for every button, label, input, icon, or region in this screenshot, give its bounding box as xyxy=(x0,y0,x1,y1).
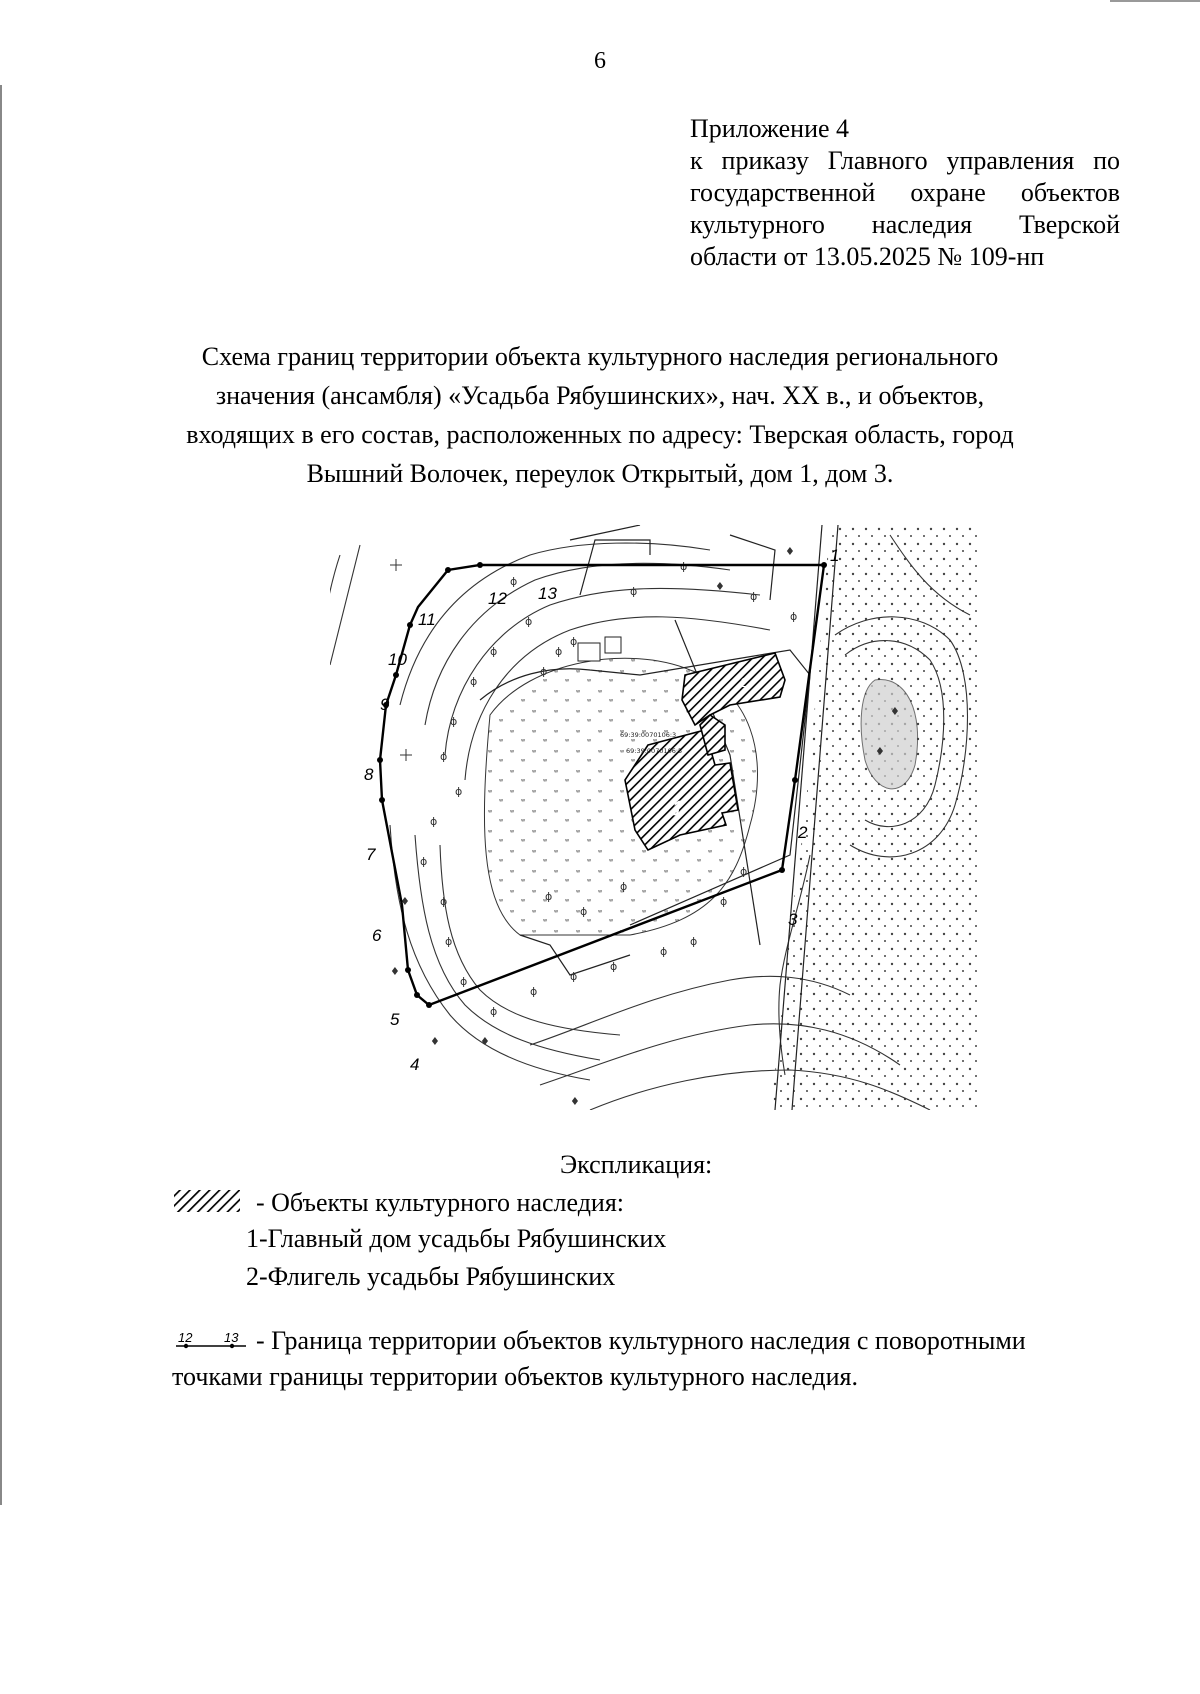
legend-border-text-2: точками границы территории объектов культурного наследия. xyxy=(172,1362,858,1391)
border-symbol-label-13: 13 xyxy=(224,1330,239,1345)
svg-text:ɸ: ɸ xyxy=(470,675,478,688)
legend-hatch-text: - Объекты культурного наследия: xyxy=(256,1188,625,1217)
boundary-map xyxy=(330,525,980,1110)
svg-text:ɸ: ɸ xyxy=(610,960,618,973)
svg-text:ɸ: ɸ xyxy=(580,905,588,918)
hatch-symbol-icon xyxy=(172,1187,242,1215)
boundary-point-1: 1 xyxy=(830,546,840,565)
boundary-point-12: 12 xyxy=(488,589,507,608)
svg-text:ɸ: ɸ xyxy=(660,945,668,958)
svg-text:ɸ: ɸ xyxy=(570,635,578,648)
scan-edge-top xyxy=(1110,0,1200,2)
svg-text:ɸ: ɸ xyxy=(790,610,798,623)
svg-text:ɸ: ɸ xyxy=(530,985,538,998)
boundary-point-7: 7 xyxy=(366,845,376,864)
title-line-4: Вышний Волочек, переулок Открытый, дом 1, дом 3. xyxy=(306,459,894,488)
appendix-line-2: к приказу Главного управления по xyxy=(690,146,1120,175)
svg-text:ɸ: ɸ xyxy=(680,560,688,573)
boundary-point-4: 4 xyxy=(410,1055,420,1074)
svg-text:ɸ: ɸ xyxy=(490,1005,498,1018)
svg-text:ɸ: ɸ xyxy=(740,865,748,878)
cadastral-label-1: 69:39:0070106:3 xyxy=(620,731,677,739)
cadastral-label-2: 69:39:0070106:5 xyxy=(626,747,683,755)
boundary-point-13: 13 xyxy=(538,584,557,603)
svg-text:ɸ: ɸ xyxy=(445,935,453,948)
svg-text:ɸ: ɸ xyxy=(545,890,553,903)
svg-text:ɸ: ɸ xyxy=(440,895,448,908)
boundary-line-symbol-icon xyxy=(170,1328,250,1356)
svg-text:ɸ: ɸ xyxy=(455,785,463,798)
svg-text:ɸ: ɸ xyxy=(570,970,578,983)
appendix-block xyxy=(690,113,1120,273)
svg-text:♦: ♦ xyxy=(390,965,400,978)
svg-text:♦: ♦ xyxy=(430,1035,440,1048)
svg-text:ɸ: ɸ xyxy=(450,715,458,728)
border-symbol-label-12: 12 xyxy=(178,1330,193,1345)
boundary-point-11: 11 xyxy=(418,610,436,629)
legend-item-1: 1-Главный дом усадьбы Рябушинских xyxy=(246,1224,667,1253)
svg-text:♦: ♦ xyxy=(570,1095,580,1108)
svg-text:ɸ: ɸ xyxy=(630,585,638,598)
appendix-line-5: области от 13.05.2025 № 109-нп xyxy=(690,242,1045,271)
building-label-2: 2 xyxy=(740,675,748,690)
legend-item-2: 2-Флигель усадьбы Рябушинских xyxy=(246,1262,616,1291)
title-line-1: Схема границ территории объекта культурного наследия регионального xyxy=(201,342,999,371)
boundary-point-6: 6 xyxy=(372,926,382,945)
boundary-point-5: 5 xyxy=(390,1010,400,1029)
appendix-line-4: культурного наследия Тверской xyxy=(690,210,1120,239)
svg-text:ɸ: ɸ xyxy=(555,645,563,658)
scan-edge-left xyxy=(0,85,2,1505)
svg-text:♦: ♦ xyxy=(400,895,410,908)
title-line-2: значения (ансамбля) «Усадьба Рябушинских», нач. XX в., и объектов, xyxy=(215,381,985,410)
document-title xyxy=(160,337,1040,493)
boundary-point-9: 9 xyxy=(380,695,390,714)
svg-text:ɸ: ɸ xyxy=(440,750,448,763)
svg-text:ɸ: ɸ xyxy=(690,935,698,948)
boundary-point-3: 3 xyxy=(788,910,798,929)
legend-heading: Экспликация: xyxy=(560,1150,713,1179)
appendix-line-1: Приложение 4 xyxy=(690,114,850,143)
svg-text:♦: ♦ xyxy=(890,705,900,718)
svg-text:ɸ: ɸ xyxy=(460,975,468,988)
title-line-3: входящих в его состав, расположенных по адресу: Тверская область, город xyxy=(186,420,1014,449)
svg-text:ɸ: ɸ xyxy=(620,880,628,893)
svg-text:♦: ♦ xyxy=(785,545,795,558)
building-label-1: 1 xyxy=(672,798,684,820)
boundary-point-8: 8 xyxy=(364,765,374,784)
svg-text:♦: ♦ xyxy=(715,580,725,593)
svg-text:ɸ: ɸ xyxy=(525,615,533,628)
svg-text:ɸ: ɸ xyxy=(540,665,548,678)
svg-text:♦: ♦ xyxy=(480,1035,490,1048)
svg-text:ɸ: ɸ xyxy=(430,815,438,828)
page-number: 6 xyxy=(594,48,606,74)
svg-text:ɸ: ɸ xyxy=(420,855,428,868)
svg-text:ɸ: ɸ xyxy=(510,575,518,588)
svg-text:♦: ♦ xyxy=(875,745,885,758)
boundary-point-2: 2 xyxy=(798,823,808,842)
svg-text:ɸ: ɸ xyxy=(750,590,758,603)
legend-border-text-1: - Граница территории объектов культурного наследия с поворотными xyxy=(256,1326,1026,1355)
svg-text:ɸ: ɸ xyxy=(490,645,498,658)
boundary-point-10: 10 xyxy=(388,650,407,669)
svg-text:ɸ: ɸ xyxy=(720,895,728,908)
appendix-line-3: государственной охране объектов xyxy=(690,178,1120,207)
